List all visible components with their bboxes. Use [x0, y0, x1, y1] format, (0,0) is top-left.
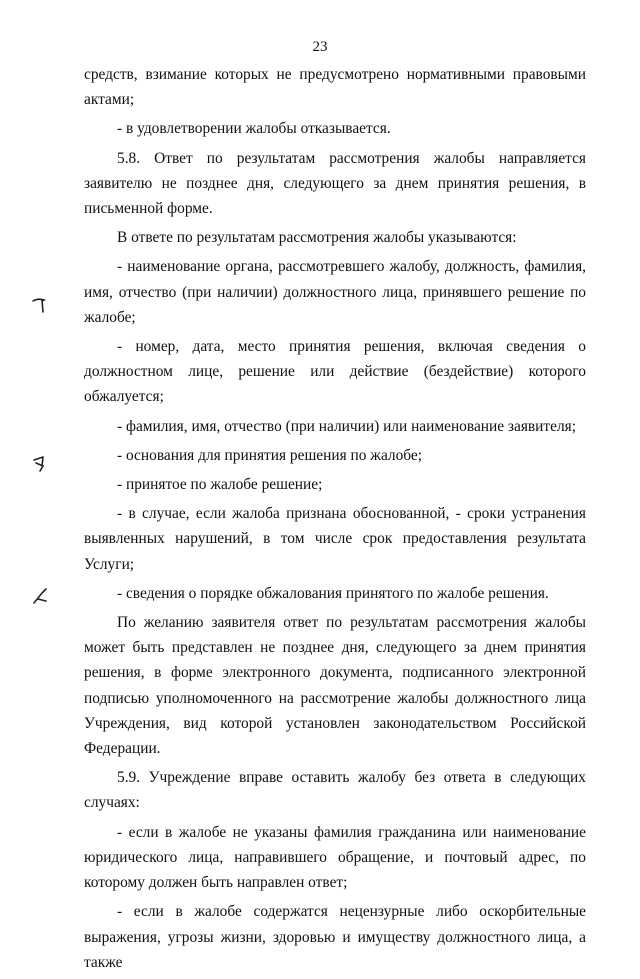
paragraph: средств, взимание которых не предусмотрено нормативными правовыми актами; — [84, 66, 586, 109]
margin-mark-1 — [30, 294, 52, 316]
paragraph: 5.9. Учреждение вправе оставить жалобу без ответа в следующих случаях: — [84, 769, 586, 812]
paragraph: - номер, дата, место принятия решения, включая сведения о должностном лице, решение или действие (бездействие) которого обжалуется; — [84, 338, 586, 406]
paragraph: - принятое по жалобе решение; — [117, 476, 323, 494]
paragraph: - основания для принятия решения по жалобе; — [117, 446, 423, 464]
paragraph: По желанию заявителя ответ по результатам рассмотрения жалобы может быть представлен не позднее дня, следующего за днем принятия решения, в форме электронного документа, подписанного электронной подписью уполномоченного на рассмотрение жалобы должностного лица Учреждения, вид которой установлен законодательством Российской Федерации. — [84, 614, 586, 758]
paragraph: - если в жалобе не указаны фамилия гражданина или наименование юридического лица, направившего обращение, и почтовый адрес, по которому должен быть направлен ответ; — [84, 823, 586, 892]
paragraph: 5.8. Ответ по результатам рассмотрения жалобы направляется заявителю не позднее дня, следующего за днем принятия решения, в письменной форме. — [84, 149, 586, 218]
paragraph: - фамилия, имя, отчество (при наличии) или наименование заявителя; — [117, 417, 577, 435]
paragraph: - в случае, если жалоба признана обоснованной, - сроки устранения выявленных нарушений, в том числе срок предоставления результата Услуги; — [84, 505, 586, 573]
paragraph: - сведения о порядке обжалования принятого по жалобе решения. — [117, 584, 549, 602]
page-number: 23 — [312, 39, 328, 55]
paragraph: - наименование органа, рассмотревшего жалобу, должность, фамилия, имя, отчество (при наличии) должностного лица, принявшего решение по жалобе; — [84, 258, 586, 326]
margin-mark-3 — [30, 585, 52, 607]
margin-mark-2 — [30, 452, 52, 474]
paragraph: В ответе по результатам рассмотрения жалобы указываются: — [117, 229, 517, 247]
body-text — [84, 62, 586, 979]
paragraph: - если в жалобе содержатся нецензурные либо оскорбительные выражения, угрозы жизни, здоровью и имуществу должностного лица, а также — [84, 903, 586, 971]
paragraph: - в удовлетворении жалобы отказывается. — [117, 120, 391, 138]
